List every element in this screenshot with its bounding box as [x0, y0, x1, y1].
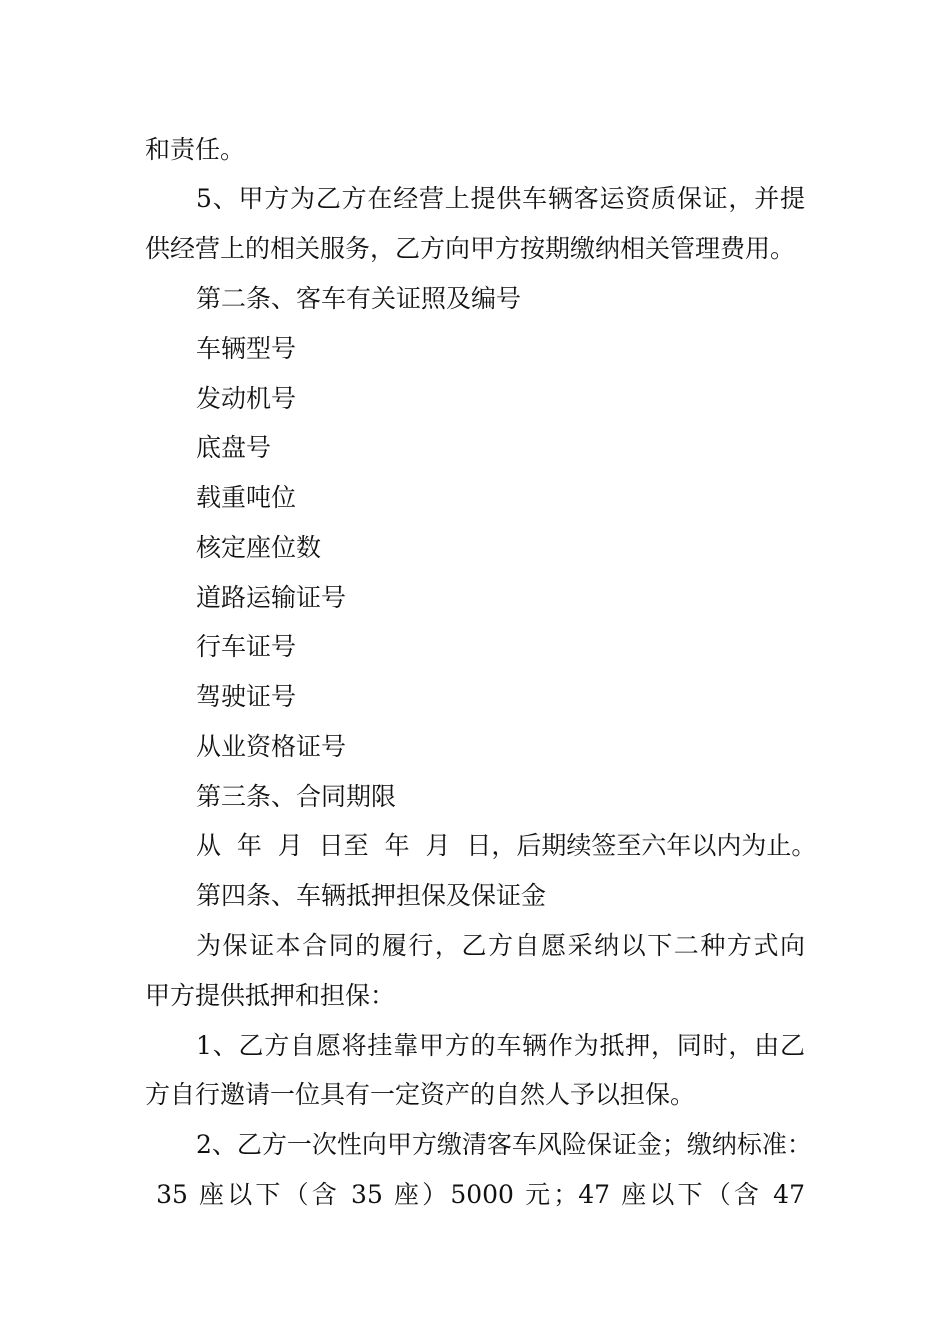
text-line-2: 5、甲方为乙方在经营上提供车辆客运资质保证，并提	[196, 184, 805, 213]
text-line-20: 方自行邀请一位具有一定资产的自然人予以担保。	[145, 1080, 696, 1109]
field-load-tonnage: 载重吨位	[196, 483, 297, 512]
text-line-19: 1、乙方自愿将挂靠甲方的车辆作为抵押，同时，由乙	[196, 1031, 805, 1060]
contract-period-line: 从 年 月 日至 年 月 日，后期续签至六年以内为止。	[196, 831, 817, 860]
text-line-21: 2、乙方一次性向甲方缴清客车风险保证金；缴纳标准：	[196, 1130, 812, 1159]
field-vehicle-license: 行车证号	[196, 632, 297, 661]
field-chassis-number: 底盘号	[196, 433, 272, 462]
field-engine-number: 发动机号	[196, 384, 297, 413]
text-line-18: 甲方提供抵押和担保：	[145, 981, 396, 1010]
field-seat-count: 核定座位数	[196, 533, 322, 562]
field-driver-license: 驾驶证号	[196, 682, 297, 711]
text-line-22: 35 座以下（含 35 座）5000 元；47 座以下（含 47	[145, 1180, 805, 1209]
field-qualification-certificate: 从业资格证号	[196, 732, 347, 761]
text-line-17: 为保证本合同的履行，乙方自愿采纳以下二种方式向	[196, 931, 805, 960]
field-road-transport-permit: 道路运输证号	[196, 583, 347, 612]
section-heading-3: 第三条、合同期限	[196, 782, 397, 811]
field-vehicle-model: 车辆型号	[196, 334, 297, 363]
section-heading-4: 第四条、车辆抵押担保及保证金	[196, 881, 547, 910]
text-line-3: 供经营上的相关服务，乙方向甲方按期缴纳相关管理费用。	[145, 234, 796, 263]
section-heading-2: 第二条、客车有关证照及编号	[196, 284, 522, 313]
text-line-1: 和责任。	[145, 135, 246, 164]
